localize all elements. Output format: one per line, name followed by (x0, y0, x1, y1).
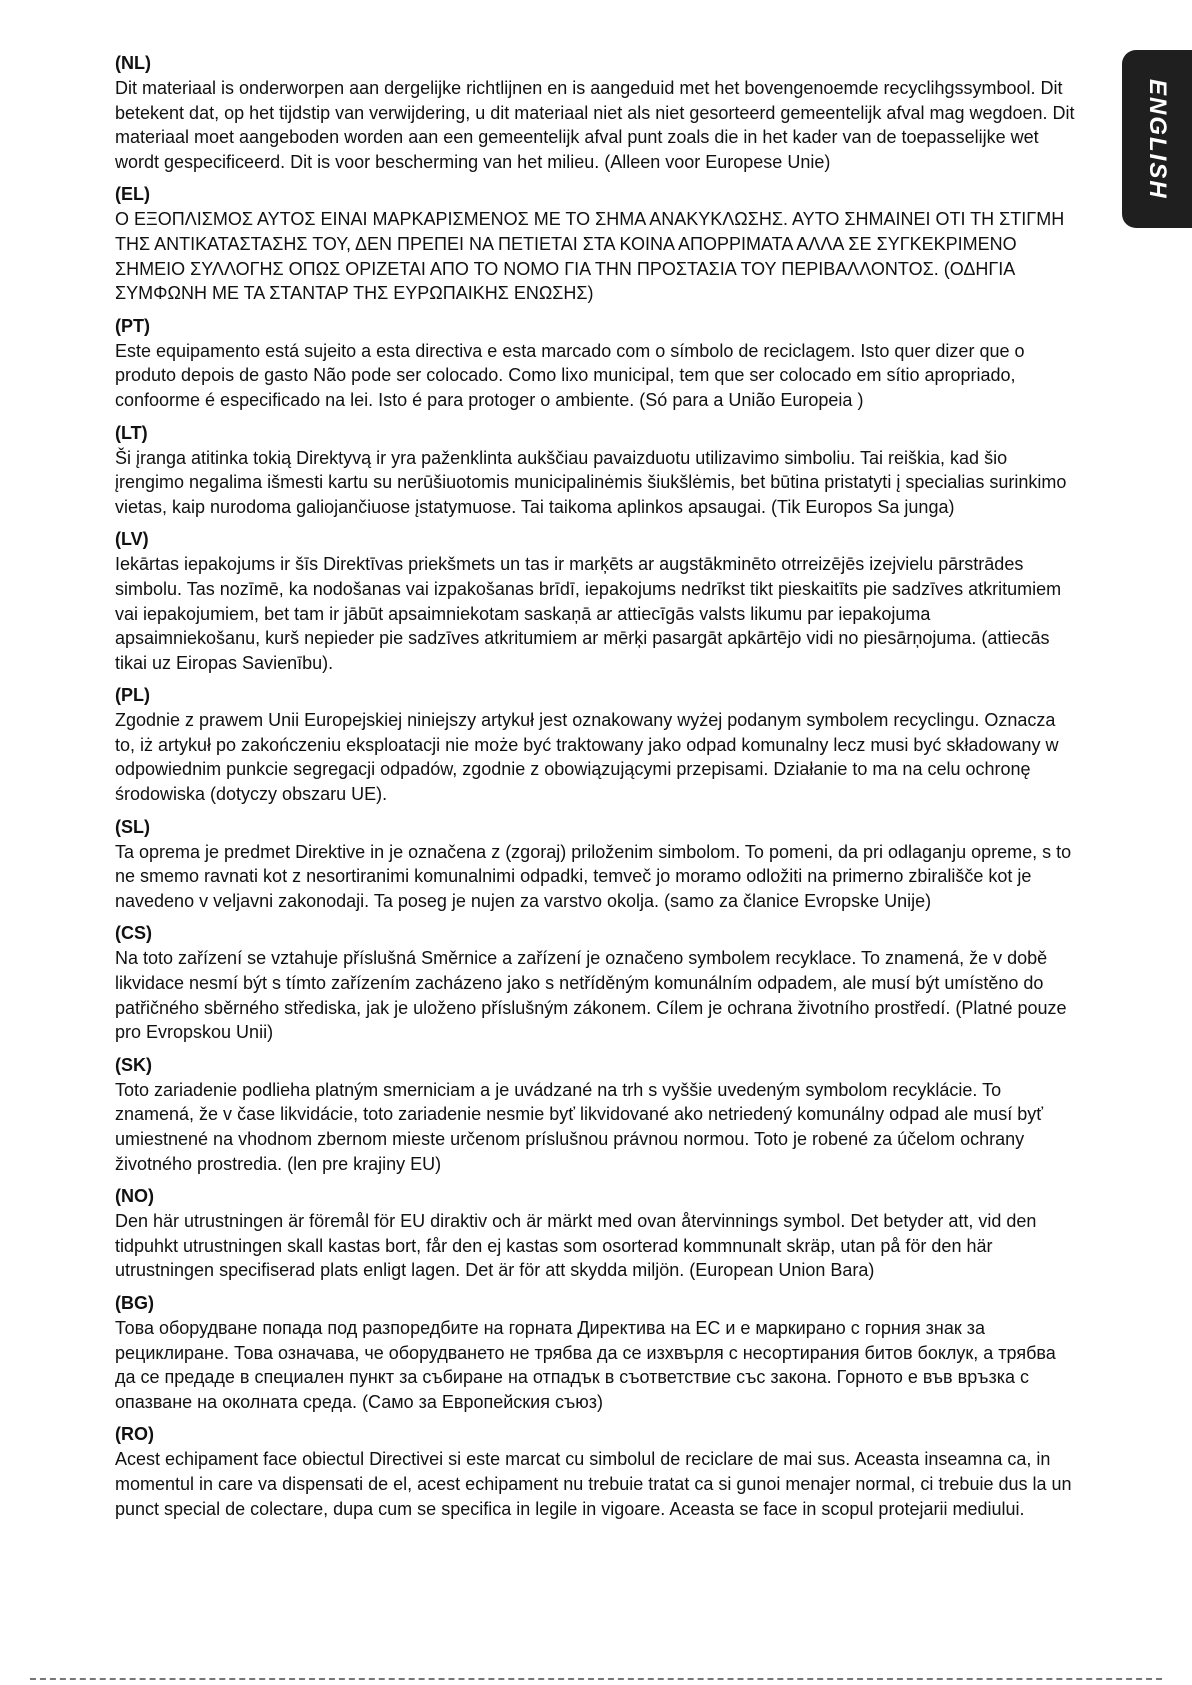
section-code: (EL) (115, 184, 150, 205)
section-el (115, 183, 1080, 305)
section-text: Este equipamento está sujeito a esta directiva e esta marcado com o símbolo de reciclagem. Isto quer dizer que o produto depois de gasto Não pode ser colocado. Como lixo municipal, tem que ser colocado em sítio apropriado, confoorme é especificado na lei. Isto é para protoger o ambiente. (Só para a União Europeia ) (115, 340, 1025, 410)
section-no (115, 1185, 1080, 1283)
section-code: (SK) (115, 1054, 152, 1075)
section-code: (SL) (115, 816, 150, 837)
language-tab (1122, 50, 1192, 228)
section-code: (RO) (115, 1424, 154, 1445)
section-code: (NO) (115, 1186, 154, 1207)
section-sk (115, 1054, 1080, 1176)
section-text: Zgodnie z prawem Unii Europejskiej niniejszy artykuł jest oznakowany wyżej podanym symbolem recyclingu. Oznacza to, iż artykuł po zakończeniu eksploatacji nie może być traktowany jako odpad komunalny lecz musi być składowany w odpowiednim punkcie segregacji odpadów, zgodnie z obowiązującymi przepisami. Działanie to ma na celu ochronę środowiska (dotyczy obszaru UE). (115, 710, 1059, 805)
section-text: Den här utrustningen är föremål för EU diraktiv och är märkt med ovan återvinnings symbol. Det betyder att, vid den tidpuhkt utrustningen skall kastas bort, får den ej kastas som osorterad kommnunalt skräp, utan på för den här utrustningen specifiserad plats enligt lagen. Det är för att skydda miljön. (European Union Bara) (115, 1211, 1037, 1281)
document-body (115, 52, 1080, 1530)
section-text: Ši įranga atitinka tokią Direktyvą ir yra paženklinta aukščiau pavaizduotu utilizavimo simboliu. Tai reiškia, kad šio įrengimo negalima išmesti kartu su nerūšiuotomis municipalinėmis šiukšlėmis, bet būtina pristatyti į specialias surinkimo vietas, kaip nurodoma galiojančiuose įstatymuose. Tai taikoma aplinkos apsaugai. (Tik Europos Sa junga) (115, 447, 1067, 517)
section-code: (BG) (115, 1292, 154, 1313)
section-cs (115, 922, 1080, 1044)
section-pl (115, 684, 1080, 806)
section-code: (NL) (115, 53, 151, 73)
section-text: Това оборудване попада под разпоредбите на горната Директива на ЕС и е маркирано с горния знак за рециклиране. Това означава, че оборудването не трябва да се изхвърля с несортирания битов боклук, а трябва да се предаде в специален пункт за събиране на отпадък в съответствие със закона. Горното е във връзка с опазване на околната среда. (Само за Европейския съюз) (115, 1317, 1056, 1412)
section-lv (115, 528, 1080, 675)
section-sl (115, 816, 1080, 914)
section-lt (115, 422, 1080, 520)
section-code: (CS) (115, 923, 152, 944)
language-tab-label: ENGLISH (1144, 78, 1171, 200)
section-code: (PT) (115, 315, 150, 336)
section-text: Acest echipament face obiectul Directivei si este marcat cu simbolul de reciclare de mai sus. Aceasta inseamna ca, in momentul in care va dispensati de el, acest echipament nu trebuie tratat ca si gunoi menajer normal, ci trebuie dus la un punct special de colectare, dupa cum se specifica in legile in vigoare. Aceasta se face in scopul protejarii mediului. (115, 1449, 1072, 1519)
section-text: Ο ΕΞΟΠΛΙΣΜΟΣ ΑΥΤΟΣ ΕΙΝΑΙ ΜΑΡΚΑΡΙΣΜΕΝΟΣ ΜΕ ΤΟ ΣΗΜΑ ΑΝΑΚΥΚΛΩΣΗΣ. ΑΥΤΟ ΣΗΜΑΙΝΕΙ ΟΤΙ ΤΗ ΣΤΙΓΜΗ ΤΗΣ ΑΝΤΙΚΑΤΑΣΤΑΣΗΣ ΤΟΥ, ΔΕΝ ΠΡΕΠΕΙ ΝΑ ΠΕΤΙΕΤΑΙ ΣΤΑ ΚΟΙΝΑ ΑΠΟΡΡΙΜΑΤΑ ΑΛΛΑ ΣΕ ΣΥΓΚΕΚΡΙΜΕΝΟ ΣΗΜΕΙΟ ΣΥΛΛΟΓΗΣ ΟΠΩΣ ΟΡΙΖΕΤΑΙ ΑΠΟ ΤΟ ΝΟΜΟ ΓΙΑ ΤΗΝ ΠΡΟΣΤΑΣΙΑ ΤΟΥ ΠΕΡΙΒΑΛΛΟΝΤΟΣ. (ΟΔΗΓΙΑ ΣΥΜΦΩΝΗ ΜΕ ΤΑ ΣΤΑΝΤΑΡ ΤΗΣ ΕΥΡΩΠΑΙΚΗΣ ΕΝΩΣΗΣ) (115, 209, 1065, 304)
section-bg (115, 1292, 1080, 1414)
section-ro (115, 1423, 1080, 1521)
section-code: (LV) (115, 529, 149, 550)
page-bottom-divider (30, 1678, 1162, 1680)
section-text: Ta oprema je predmet Direktive in je označena z (zgoraj) priloženim simbolom. To pomeni, da pri odlaganju opreme, s to ne smemo ravnati kot z nesortiranimi komunalnimi odpadki, temveč jo moramo odložiti na primerno zbirališče kot je navedeno v veljavni zakonodaji. Ta poseg je nujen za varstvo okolja. (samo za članice Evropske Unije) (115, 841, 1072, 911)
section-text: Iekārtas iepakojums ir šīs Direktīvas priekšmets un tas ir marķēts ar augstākminēto otrreizējēs izejvielu pārstrādes simbolu. Tas nozīmē, ka nodošanas vai izpakošanas brīdī, iepakojums nedrīkst tikt pieskaitīts pie sadzīves atkritumiem vai iepakojumiem, bet tam ir jābūt apsaimniekotam saskaņā ar attiecīgās valsts likumu par iepakojuma apsaimniekošanu, kurš nepieder pie sadzīves atkritumiem ar mērķi pasargāt apkārtējo vidi no piesārņojuma. (attiecās tikai uz Eiropas Savienību). (115, 554, 1062, 673)
section-text: Toto zariadenie podlieha platným smerniciam a je uvádzané na trh s vyššie uvedeným symbolom recyklácie. To znamená, že v čase likvidácie, toto zariadenie nesmie byť likvidované ako netriedený komunálny odpad ale musí byť umiestnené na vhodnom zbernom mieste určenom príslušnou právnou normou. Toto je robené za účelom ochrany životného prostredia. (len pre krajiny EU) (115, 1079, 1044, 1174)
section-code: (PL) (115, 685, 150, 706)
section-text: Na toto zařízení se vztahuje příslušná Směrnice a zařízení je označeno symbolem recyklace. To znamená, že v době likvidace nesmí být s tímto zařízením zacházeno jako s netříděným komunálním odpadem, ale musí být umístěno do patřičného sběrného střediska, jak je uloženo příslušným zákonem. Cílem je ochrana životního prostředí. (Platné pouze pro Evropskou Unii) (115, 948, 1067, 1043)
section-text: Dit materiaal is onderworpen aan dergelijke richtlijnen en is aangeduid met het bovengenoemde recyclihgssymbool. Dit betekent dat, op het tijdstip van verwijdering, u dit materiaal niet als niet gesorteerd gemeentelijk afval mag wegdoen. Dit materiaal moet aangeboden worden aan een gemeentelijk afval punt zoals die in het kader van de toepasselijke wet wordt gespecificeerd. Dit is voor bescherming van het milieu. (Alleen voor Europese Unie) (115, 78, 1075, 172)
section-code: (LT) (115, 422, 148, 443)
section-pt (115, 315, 1080, 413)
section-nl (115, 52, 1080, 174)
